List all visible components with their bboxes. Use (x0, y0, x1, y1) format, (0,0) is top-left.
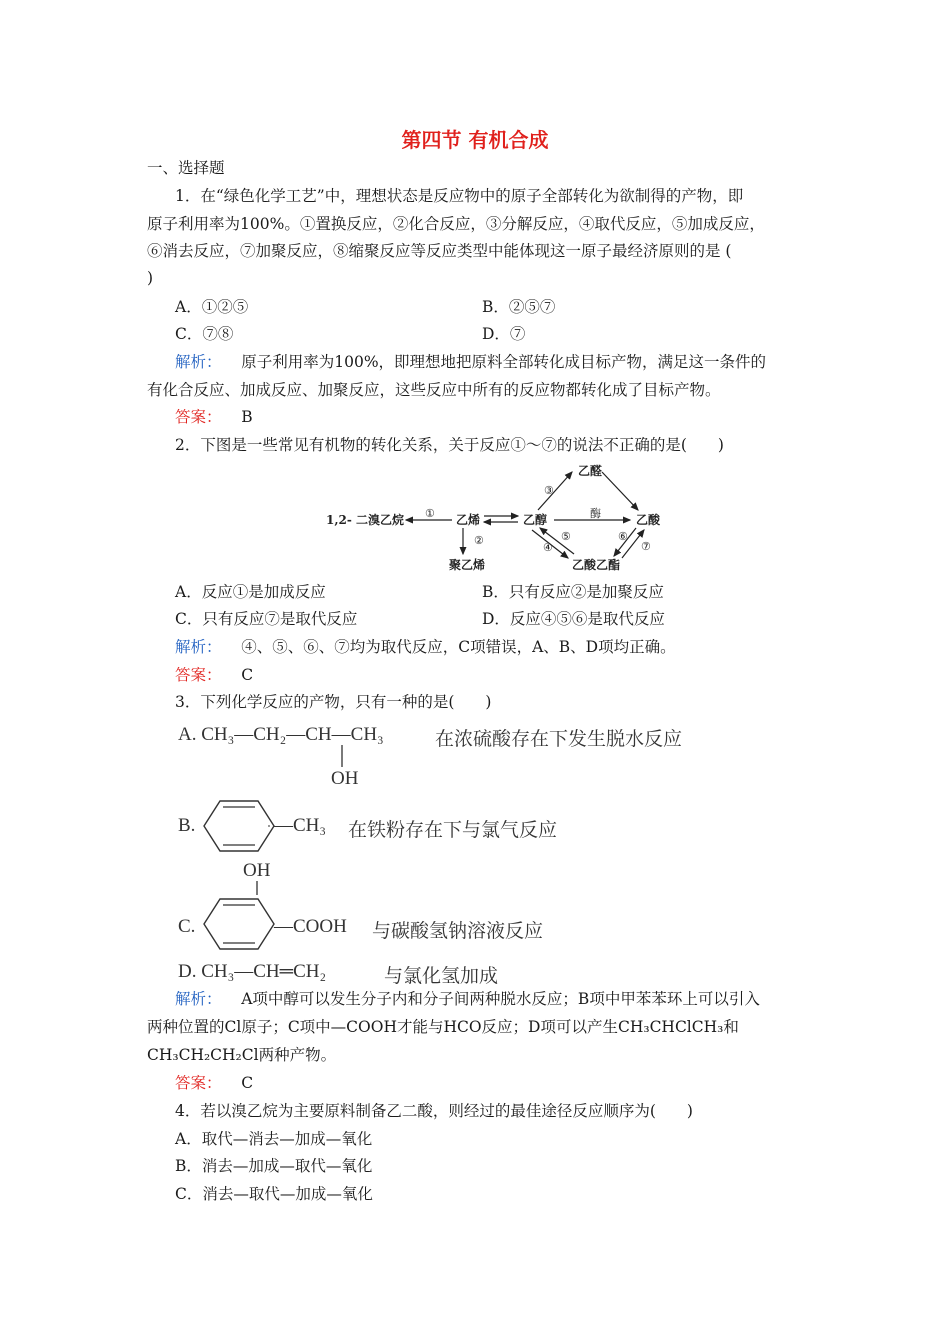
q3-option-b-text: 在铁粉存在下与氯气反应 (348, 820, 558, 841)
label-enzyme: 酶 (590, 507, 601, 520)
q2-option-a: A．反应①是加成反应 (175, 583, 326, 601)
q2-option-c: C．只有反应⑦是取代反应 (175, 610, 358, 628)
q3-option-a-text: 在浓硫酸存在下发生脱水反应 (435, 729, 683, 750)
q3-analysis-line2: 两种位置的Cl原子；C项中—COOH才能与HCO反应；D项可以产生CH₃CHClCH₃和 (147, 1018, 739, 1036)
node-polyethylene: 聚乙烯 (449, 558, 486, 572)
q3-option-c-substituent: —COOH (274, 916, 347, 937)
q1-answer-value: B (241, 408, 253, 426)
q1-analysis-text: 原子利用率为100%，即理想地把原料全部转化成目标产物，满足这一条件的 (241, 353, 767, 371)
q2-option-d: D．反应④⑤⑥是取代反应 (482, 610, 665, 628)
q3-answer-value: C (241, 1074, 254, 1092)
q2-answer (175, 665, 253, 685)
q3-option-d-formula: D. CH₃—CH═CH₂ (178, 961, 327, 982)
node-acetic-acid: 乙酸 (636, 513, 661, 527)
q1-option-a: A．①②⑤ (175, 298, 249, 316)
label-1: ① (425, 507, 435, 520)
q3-option-c-oh: OH (243, 860, 271, 881)
node-ethyl-acetate: 乙酸乙酯 (572, 558, 621, 572)
q3-analysis-line1 (175, 989, 760, 1009)
q3-stem: 3．下列化学反应的产物，只有一种的是( ) (175, 693, 492, 711)
label-5: ⑤ (561, 530, 571, 543)
analysis-label: 解析： (175, 638, 222, 656)
q3-option-a-formula: A. CH₃—CH₂—CH—CH₃ (178, 724, 384, 745)
q1-option-d: D．⑦ (482, 325, 526, 343)
q3-answer (175, 1073, 253, 1093)
q3-analysis-text: A项中醇可以发生分子内和分子间两种脱水反应；B项中甲苯苯环上可以引入 (241, 990, 760, 1008)
label-7: ⑦ (641, 540, 651, 553)
q1-answer (175, 407, 253, 427)
answer-label: 答案： (175, 408, 222, 426)
q1-option-c: C．⑦⑧ (175, 325, 234, 343)
analysis-label: 解析： (175, 353, 222, 371)
q3-option-b-substituent: —CH₃ (274, 815, 327, 836)
label-6: ⑥ (618, 530, 628, 543)
q2-reaction-diagram (318, 458, 668, 576)
q1-analysis-line2: 有化合反应、加成反应、加聚反应，这些反应中所有的反应物都转化成了目标产物。 (147, 381, 721, 399)
node-ethylene: 乙烯 (456, 513, 481, 527)
q1-stem-line4: ) (147, 269, 154, 287)
q1-stem-line1: 1．在“绿色化学工艺”中，理想状态是反应物中的原子全部转化为欲制得的产物，即 (175, 187, 744, 205)
q1-stem-line2: 原子利用率为100%。①置换反应，②化合反应，③分解反应，④取代反应，⑤加成反应， (147, 215, 765, 233)
q3-option-c-bond (255, 881, 259, 895)
q2-option-b: B．只有反应②是加聚反应 (482, 583, 664, 601)
q3-option-a-bond (340, 745, 344, 767)
q3-analysis-line3: CH₃CH₂CH₂Cl两种产物。 (147, 1046, 337, 1064)
q3-option-a-oh: OH (331, 768, 359, 789)
q3-option-b-label: B. (178, 815, 196, 836)
q3-option-c-text: 与碳酸氢钠溶液反应 (372, 921, 544, 942)
answer-label: 答案： (175, 666, 222, 684)
q1-analysis-line1 (175, 352, 766, 372)
q2-stem: 2．下图是一些常见有机物的转化关系，关于反应①～⑦的说法不正确的是( ) (175, 436, 724, 454)
q2-analysis-text: ④、⑤、⑥、⑦均为取代反应，C项错误，A、B、D项均正确。 (241, 638, 676, 656)
q1-option-b: B．②⑤⑦ (482, 298, 556, 316)
q2-answer-value: C (241, 666, 254, 684)
q4-option-b: B．消去—加成—取代—氧化 (175, 1157, 373, 1175)
label-2: ② (474, 534, 484, 547)
q1-stem-line3: ⑥消去反应，⑦加聚反应，⑧缩聚反应等反应类型中能体现这一原子最经济原则的是 ( (147, 242, 732, 260)
section-heading: 一、选择题 (147, 159, 225, 177)
q3-option-c-label: C. (178, 916, 196, 937)
q2-analysis (175, 637, 676, 657)
q4-stem: 4．若以溴乙烷为主要原料制备乙二酸，则经过的最佳途径反应顺序为( ) (175, 1102, 693, 1120)
q4-option-a: A．取代—消去—加成—氧化 (175, 1130, 373, 1148)
node-dibromoethane: 1,2- 二溴乙烷 (326, 513, 405, 527)
page-title: 第四节 有机合成 (401, 128, 549, 152)
q3-option-d-text: 与氯化氢加成 (384, 966, 499, 987)
analysis-label: 解析： (175, 990, 222, 1008)
answer-label: 答案： (175, 1074, 222, 1092)
node-acetaldehyde: 乙醛 (578, 464, 603, 478)
label-4: ④ (543, 541, 553, 554)
label-3: ③ (544, 484, 554, 497)
node-ethanol: 乙醇 (523, 513, 548, 527)
q4-option-c: C．消去—取代—加成—氧化 (175, 1185, 373, 1203)
